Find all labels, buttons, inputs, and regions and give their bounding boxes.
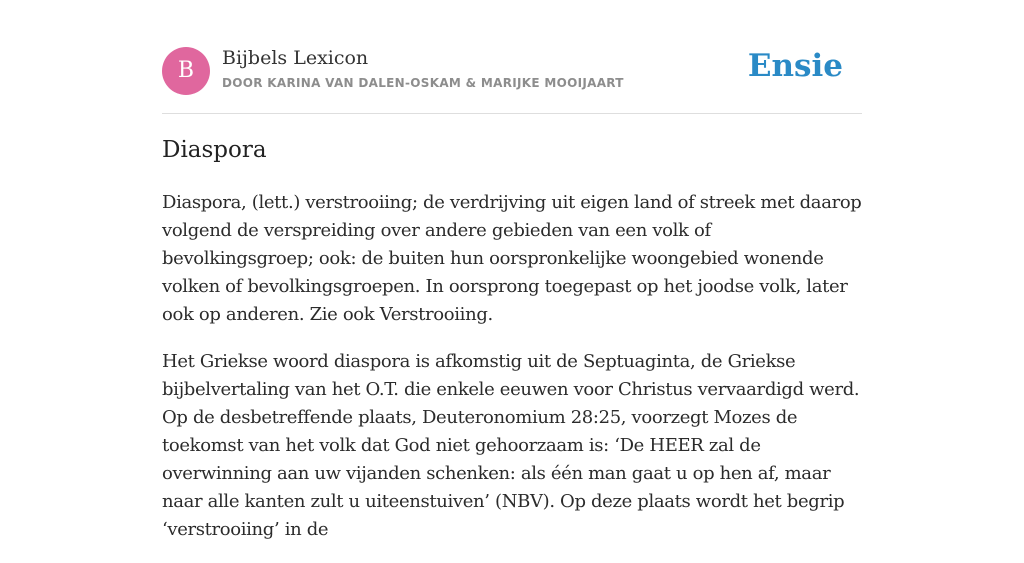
book-title-link[interactable]: Bijbels Lexicon bbox=[222, 47, 369, 69]
entry-title: Diaspora bbox=[162, 137, 267, 163]
entry-paragraph: Het Griekse woord diaspora is afkomstig uit de Septuaginta, de Griekse bijbelvertaling van het O.T. die enkele eeuwen voor Christus vervaardigd werd. Op de desbetreffende plaats, Deuteronomium 28:25, voorzegt Mozes de toekomst van het volk dat God niet gehoorzaam is: ‘De HEER zal de overwinning aan uw vijanden schenken: als één man gaat u op hen af, maar naar alle kanten zult u uiteenstuiven’ (NBV). Op deze plaats wordt het begrip ‘verstrooiing’ in de bbox=[162, 351, 860, 540]
ensie-logo-link[interactable]: Ensie bbox=[747, 48, 843, 84]
book-authors: DOOR KARINA VAN DALEN-OSKAM & MARIJKE MOOIJAART bbox=[222, 76, 624, 90]
book-avatar[interactable]: B bbox=[162, 47, 210, 95]
entry-body bbox=[162, 189, 862, 563]
header-divider bbox=[162, 113, 862, 114]
entry-paragraph: Diaspora, (lett.) verstrooiing; de verdrijving uit eigen land of streek met daarop volgend de verspreiding over andere gebieden van een volk of bevolkingsgroep; ook: de buiten hun oorspronkelijke woongebied wonende volken of bevolkingsgroepen. In oorsprong toegepast op het joodse volk, later ook op anderen. Zie ook Verstrooiing. bbox=[162, 192, 862, 325]
book-header bbox=[162, 46, 862, 98]
